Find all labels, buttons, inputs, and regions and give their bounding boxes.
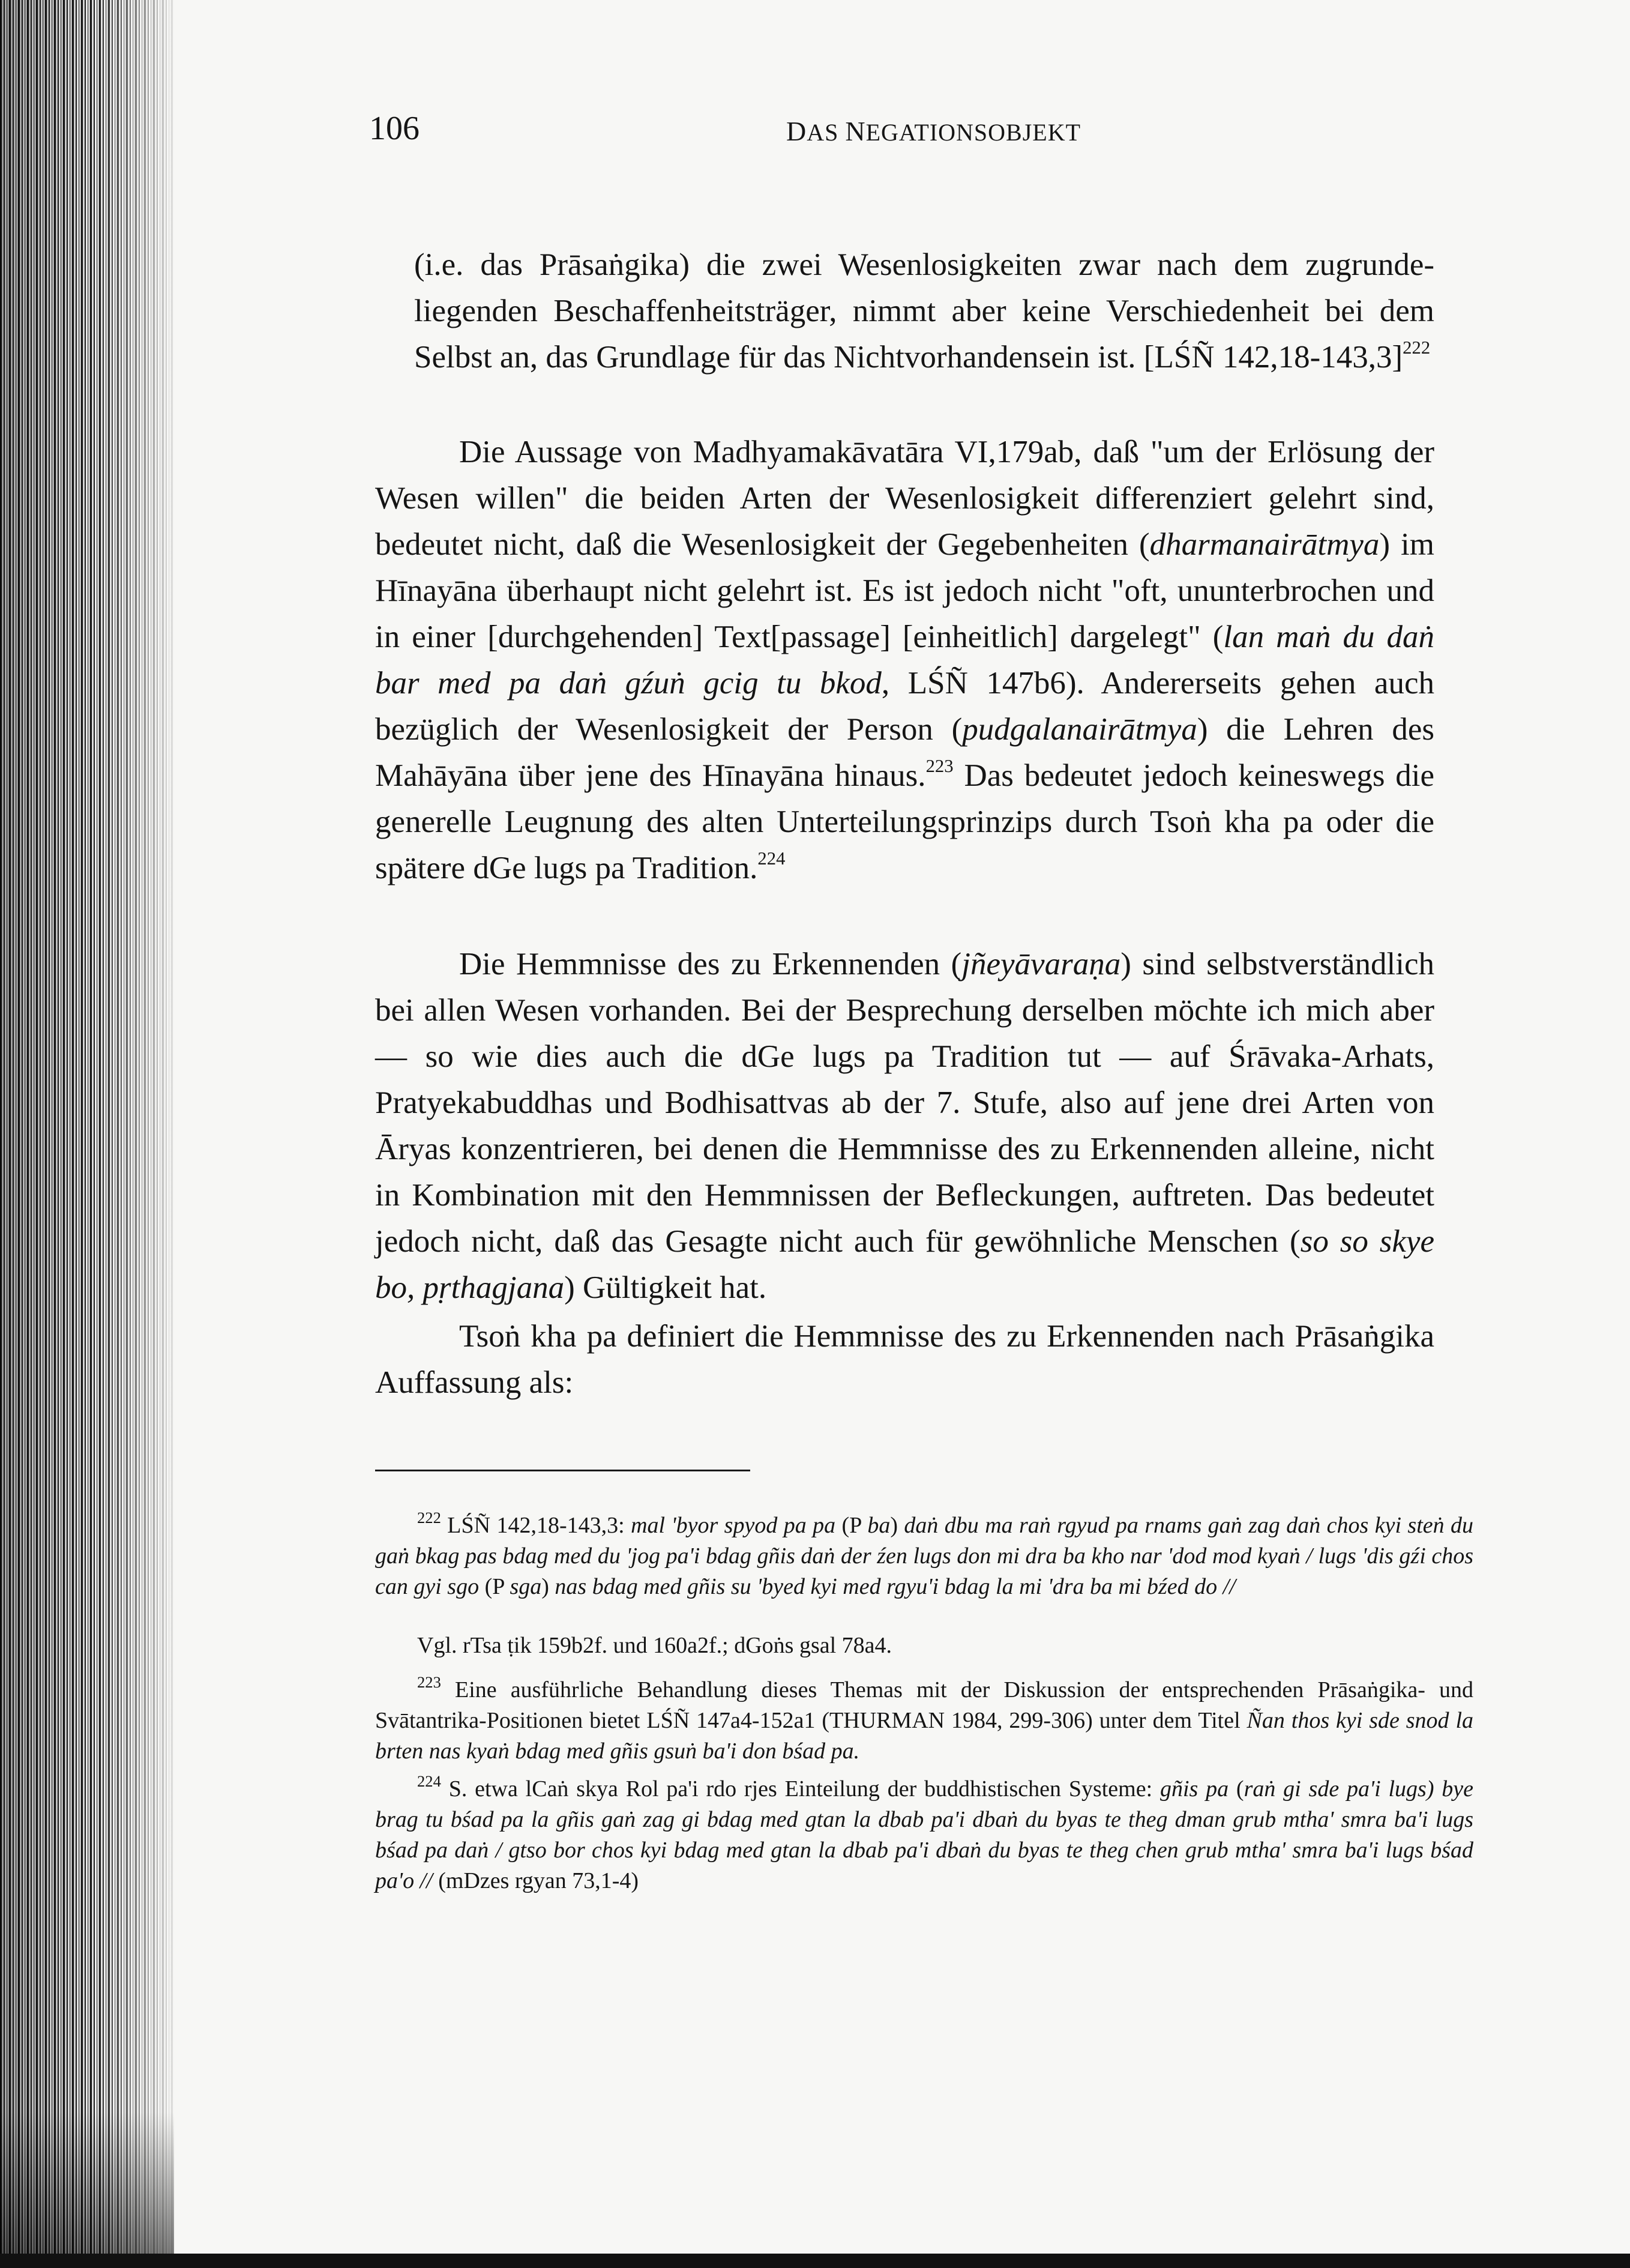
footnote-separator bbox=[375, 1470, 750, 1471]
footnote-ref-224[interactable]: 224 bbox=[757, 848, 786, 869]
paragraph-2: Die Aussage von Madhyamakāvatāra VI,179ab, daß "um der Erlösung der Wesen willen" die beiden Arten der Wesenlosigkeit differenziert gelehrt sind, bedeutet nicht, daß die Wesenlosigkeit der Gegebenheiten (dharmanairātmya) im Hīnayāna überhaupt nicht gelehrt ist. Es ist jedoch nicht "oft, ununterbrochen und in einer [durchgehenden] Text[passage] [einheitlich] dargelegt" (lan maṅ du daṅ bar med pa daṅ gźuṅ gcig tu bkod, LŚÑ 147b6). Andererseits gehen auch bezüglich der Wesenlosigkeit der Person (pudgalanairātmya) die Lehren des Mahāyāna über jene des Hīnayāna hinaus.$^{223}$ Das bedeutet jedoch keineswegs die generelle Leugnung des alten Unterteilungsprinzips durch Tsoṅ kha pa oder die spätere dGe lugs pa Tradition.$^{224}$ bbox=[375, 435, 1435, 885]
footnote-224: $^{224}$ S. etwa lCaṅ skya Rol pa'i rdo rjes Einteilung der buddhistischen Systeme: gñis pa (raṅ gi sde pa'i lugs) bye brag tu bśad pa la gñis gaṅ zag gi bdag med gtan la dbab pa'i dbaṅ du byas te theg dman grub mtha' smra ba'i lugs bśad pa daṅ / gtso bor chos kyi bdag med gtan la dbab pa'i dbaṅ du byas te theg chen grub mtha' smra ba'i lugs bśad pa'o // (mDzes rgyan 73,1-4) bbox=[375, 1772, 1474, 1893]
paragraph-1: (i.e. das Prāsaṅgika) die zwei Wesenlosigkeiten zwar nach dem zugrundeliegenden Beschaffenheitsträger, nimmt aber keine Verschiedenheit bei dem Selbst an, das Grundlage für das Nichtvorhandensein ist. [LŚÑ 142,18-143,3]$^{222}$ bbox=[414, 247, 1434, 375]
footnote-223: $^{223}$ Eine ausführliche Behandlung dieses Themas mit der Diskussion der entsprechenden Prāsaṅgika- und Svātantrika-Positionen bietet LŚÑ 147a4-152a1 (THURMAN 1984, 299-306) unter dem Titel Ñan thos kyi sde snod la brten nas kyaṅ bdag med gñis gsuṅ ba'i don bśad pa. bbox=[375, 1672, 1474, 1764]
gutter-shadow bbox=[0, 0, 174, 2268]
footnote-222: $^{222}$ LŚÑ 142,18-143,3: mal 'byor spyod pa pa (P ba) daṅ dbu ma raṅ rgyud pa rnams gaṅ zag daṅ chos kyi steṅ du gaṅ bkag pas bdag med du 'jog pa'i bdag gñis daṅ der źen lugs don mi dra ba kho nar 'dod mod kyaṅ / lugs 'dis gźi chos can gyi sgo (P sga) nas bdag med gñis su 'byed kyi med rgyu'i bdag la mi 'dra ba mi bźed do // bbox=[375, 1508, 1474, 1599]
footnote-222-vgl: Vgl. rTsa ṭik 159b2f. und 160a2f.; dGoṅs gsal 78a4. bbox=[417, 1633, 892, 1658]
gutter-base-shadow bbox=[0, 2112, 174, 2268]
page-number: 106 bbox=[369, 110, 420, 147]
running-head: DAS NEGATIONSOBJEKT bbox=[786, 116, 1081, 146]
paragraph-3: Die Hemmnisse des zu Erkennenden (jñeyāvaraṇa) sind selbstverständlich bei allen Wesen vorhanden. Bei der Besprechung derselben möchte ich mich aber — so wie dies auch die dGe lugs pa Tradition tut — auf Śrāvaka-Arhats, Pratyekabuddhas und Bodhisattvas ab der 7. Stufe, also auf jene drei Arten von Āryas konzentrieren, bei denen die Hemmnisse des zu Erkennenden alleine, nicht in Kombination mit den Hemmnissen der Befleckungen, auftreten. Das bedeutet jedoch nicht, daß das Gesagte nicht auch für gewöhnliche Menschen (so so skye bo, pṛthagjana) Gültigkeit hat. bbox=[375, 947, 1434, 1305]
footnote-ref-222[interactable]: 222 bbox=[1403, 337, 1431, 358]
footnote-ref-223[interactable]: 223 bbox=[925, 755, 954, 776]
paragraph-4: Tsoṅ kha pa definiert die Hemmnisse des zu Erkennenden nach Prāsaṅgika Auffassung als: bbox=[375, 1319, 1434, 1400]
scan-bottom-edge bbox=[0, 2254, 1630, 2268]
